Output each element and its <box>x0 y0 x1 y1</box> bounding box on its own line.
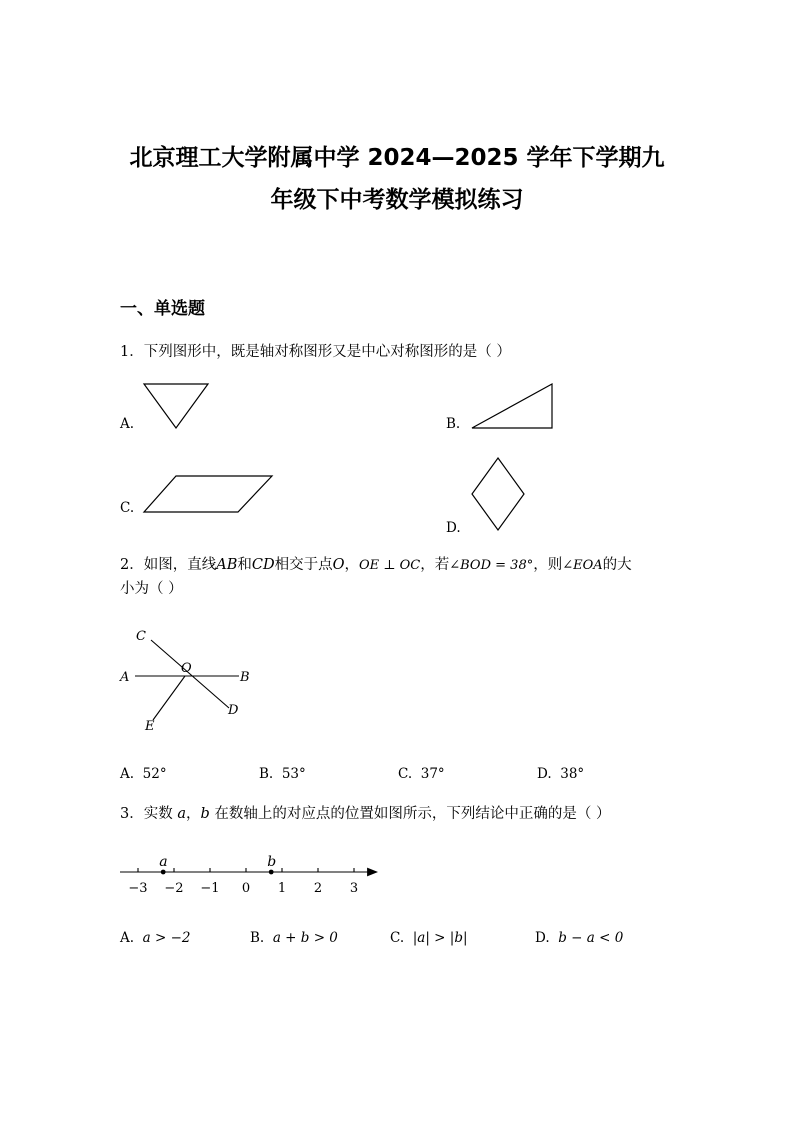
q2-option-a <box>120 766 167 782</box>
page-title-line2: 年级下中考数学模拟练习 <box>270 187 524 213</box>
q2-line-ab: AB <box>216 557 238 573</box>
q2-option-c <box>398 766 445 782</box>
parallelogram-shape <box>144 476 272 512</box>
q1-option-b-figure <box>468 380 558 432</box>
q2-text-part: ，若 <box>420 557 450 573</box>
q3-option-b-value: a + b > 0 <box>272 930 338 946</box>
q3-option-b <box>250 930 338 946</box>
axis-tick-label: 3 <box>349 881 359 896</box>
axis-tick-label: 2 <box>313 881 323 896</box>
q1-option-d-figure <box>468 454 528 536</box>
q2-option-d-value: 38° <box>560 766 585 782</box>
label-c: C <box>136 629 146 644</box>
label-o: O <box>181 661 192 676</box>
question-2-stem-line1 <box>120 553 632 578</box>
label-b: B <box>240 670 250 685</box>
q2-angle-eoa: ∠EOA <box>562 558 603 573</box>
q2-option-b <box>259 766 306 782</box>
q3-text-part: ， <box>186 806 201 822</box>
q3-option-d <box>535 930 623 946</box>
q3-option-a <box>120 930 190 946</box>
q2-geometry-figure <box>115 622 265 740</box>
q3-option-c <box>390 930 468 946</box>
q3-option-c-value: |a| > |b| <box>412 930 468 946</box>
question-2-stem-line2: 小为（ ） <box>120 581 183 597</box>
q3-var-a: a <box>177 806 186 822</box>
q1-option-c-figure <box>140 472 276 516</box>
label-d: D <box>228 703 239 718</box>
q2-option-c-letter: C. <box>398 766 413 782</box>
q2-text-part: 和 <box>237 557 252 573</box>
q2-option-d-letter: D. <box>537 766 552 782</box>
axis-tick-label: −1 <box>200 881 220 896</box>
axis-tick-label: −2 <box>164 881 184 896</box>
q3-option-c-letter: C. <box>390 930 405 946</box>
q3-option-b-letter: B. <box>250 930 265 946</box>
q2-point-o: O <box>332 557 345 573</box>
q2-option-a-value: 52° <box>142 766 167 782</box>
q2-angle-bod: ∠BOD = 38° <box>449 558 534 573</box>
question-1-stem: 1．下列图形中，既是轴对称图形又是中心对称图形的是（ ） <box>120 344 511 360</box>
q1-option-c-label: C. <box>120 500 135 516</box>
q2-option-b-letter: B. <box>259 766 274 782</box>
q2-text-part: ，则 <box>533 557 563 573</box>
q3-option-d-letter: D. <box>535 930 550 946</box>
q3-option-d-value: b − a < 0 <box>558 930 624 946</box>
rhombus-shape <box>472 458 524 530</box>
point-b-dot <box>269 870 274 875</box>
inverted-triangle-shape <box>144 384 208 428</box>
q2-perpendicular-condition: OE ⊥ OC <box>359 558 421 573</box>
q3-text-part: 在数轴上的对应点的位置如图所示，下列结论中正确的是（ ） <box>214 806 611 822</box>
axis-tick-label: 0 <box>241 881 251 896</box>
point-a-dot <box>161 870 166 875</box>
q2-option-c-value: 37° <box>420 766 445 782</box>
q3-number-line <box>115 848 387 896</box>
q3-text-part: 3．实数 <box>120 806 173 822</box>
q3-option-a-value: a > −2 <box>142 930 191 946</box>
page-title-line1: 北京理工大学附属中学 2024—2025 学年下学期九 <box>129 145 665 171</box>
q2-option-d <box>537 766 584 782</box>
q2-option-a-letter: A. <box>120 766 135 782</box>
q2-text-part: ， <box>344 557 359 573</box>
q2-line-cd: CD <box>251 557 275 573</box>
q3-var-b: b <box>200 806 210 822</box>
q1-option-d-label: D. <box>446 520 461 536</box>
point-b-label: b <box>267 854 277 870</box>
axis-tick-labels <box>128 881 358 896</box>
q3-option-a-letter: A. <box>120 930 135 946</box>
question-3-stem <box>120 802 611 826</box>
label-e: E <box>145 719 155 734</box>
q1-option-a-label: A. <box>120 416 135 432</box>
q2-option-b-value: 53° <box>281 766 306 782</box>
ray-oe <box>153 676 185 720</box>
q2-text-part: 2．如图，直线 <box>120 557 217 573</box>
q1-option-a-figure <box>140 380 212 432</box>
label-a: A <box>120 670 130 685</box>
right-triangle-shape <box>472 384 552 428</box>
axis-tick-label: −3 <box>128 881 148 896</box>
q2-text-part: 相交于点 <box>274 557 333 573</box>
point-a-label: a <box>159 854 168 870</box>
section-heading: 一、单选题 <box>120 299 205 319</box>
q2-text-part: 的大 <box>602 557 632 573</box>
q1-option-b-label: B. <box>446 416 461 432</box>
axis-ticks <box>138 868 354 872</box>
axis-tick-label: 1 <box>277 881 287 896</box>
